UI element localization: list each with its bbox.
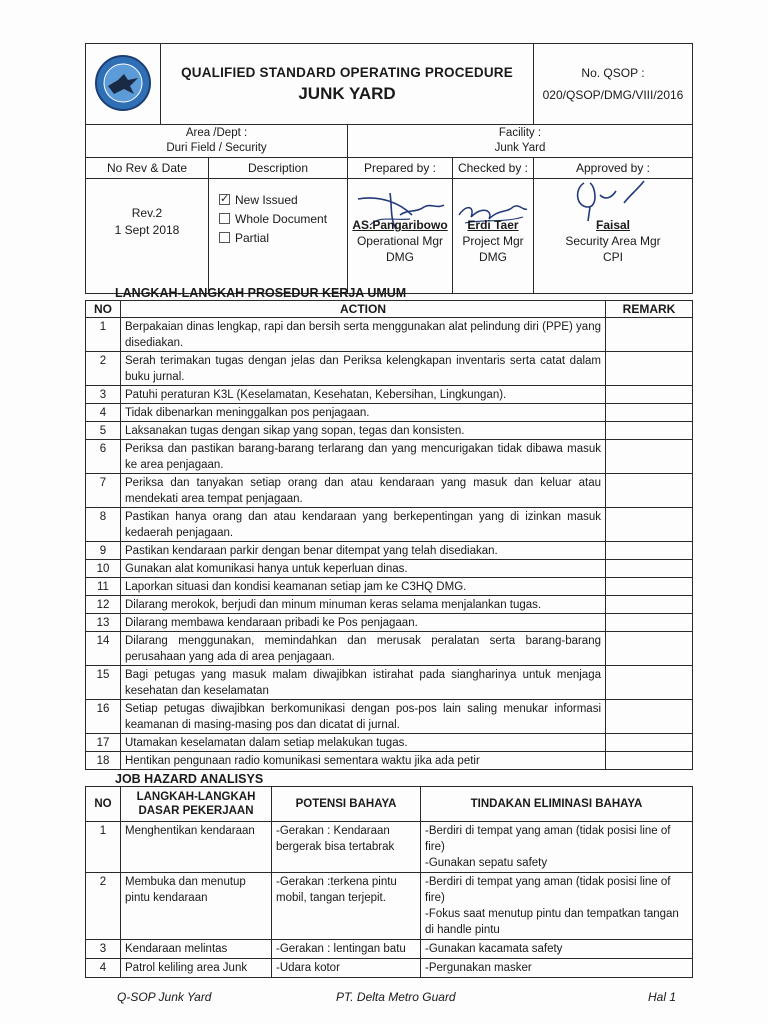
check-whole-document xyxy=(219,210,347,229)
procedure-table xyxy=(85,300,693,770)
procedure-row-action: Laporkan situasi dan kondisi keamanan setiap jam ke C3HQ DMG. xyxy=(121,578,606,596)
jha-row-step: Membuka dan menutup pintu kendaraan xyxy=(121,873,272,940)
logo-cell xyxy=(86,44,161,125)
footer-doc-name: Q-SOP Junk Yard xyxy=(117,990,212,1004)
facility-label: Facility : xyxy=(498,127,542,139)
procedure-row xyxy=(86,440,693,474)
title-cell xyxy=(161,44,534,125)
jha-row-step: Menghentikan kendaraan xyxy=(121,822,272,873)
prepared-role: Operational Mgr xyxy=(356,234,444,248)
procedure-row-action: Gunakan alat komunikasi hanya untuk keperluan dinas. xyxy=(121,560,606,578)
procedure-row-remark xyxy=(606,542,693,560)
document-title: QUALIFIED STANDARD OPERATING PROCEDURE xyxy=(181,64,513,80)
jha-row xyxy=(86,959,693,978)
procedure-row-action: Patuhi peraturan K3L (Keselamatan, Kesehatan, Kebersihan, Lingkungan). xyxy=(121,386,606,404)
revision-date: 1 Sept 2018 xyxy=(114,223,180,237)
procedure-row-remark xyxy=(606,578,693,596)
procedure-row xyxy=(86,404,693,422)
qsop-cell xyxy=(534,44,693,125)
procedure-row-action: Laksanakan tugas dengan sikap yang sopan, tegas dan konsisten. xyxy=(121,422,606,440)
procedure-row xyxy=(86,632,693,666)
checkbox-empty-icon xyxy=(219,232,230,243)
procedure-row-action: Serah terimakan tugas dengan jelas dan Periksa kelengkapan inventaris serta catat dalam buku jurnal. xyxy=(121,352,606,386)
procedure-row-remark xyxy=(606,700,693,734)
procedure-col-no: NO xyxy=(86,301,121,318)
procedure-row-action: Pastikan kendaraan parkir dengan benar ditempat yang telah disediakan. xyxy=(121,542,606,560)
area-cell xyxy=(86,125,348,158)
jha-row-action: -Pergunakan masker xyxy=(421,959,693,978)
jha-col-hazard: POTENSI BAHAYA xyxy=(272,787,421,822)
prepared-cell xyxy=(348,179,453,294)
jha-row-hazard: -Gerakan : lentingan batu xyxy=(272,940,421,959)
jha-col-step: LANGKAH-LANGKAH DASAR PEKERJAAN xyxy=(121,787,272,822)
facility-value: Junk Yard xyxy=(494,142,546,154)
procedure-row-action: Hentikan pengunaan radio komunikasi sementara waktu jika ada petir xyxy=(121,752,606,770)
procedure-row-remark xyxy=(606,734,693,752)
jha-section-title: JOB HAZARD ANALISYS xyxy=(115,772,264,786)
procedure-row xyxy=(86,734,693,752)
procedure-row-no: 14 xyxy=(86,632,121,666)
jha-row-action: -Berdiri di tempat yang aman (tidak posisi line of fire) -Fokus saat menutup pintu dan tempatkan tangan di handle pintu xyxy=(421,873,693,940)
checked-name: Erdi Taer xyxy=(467,218,519,232)
procedure-row xyxy=(86,318,693,352)
procedure-row-no: 1 xyxy=(86,318,121,352)
procedure-row-no: 18 xyxy=(86,752,121,770)
procedure-row-action: Pastikan hanya orang dan atau kendaraan yang berkepentingan yang di izinkan masuk kedaerah penjagaan. xyxy=(121,508,606,542)
jha-row xyxy=(86,940,693,959)
procedure-row xyxy=(86,666,693,700)
jha-row-action: -Berdiri di tempat yang aman (tidak posisi line of fire) -Gunakan sepatu safety xyxy=(421,822,693,873)
checkbox-checked-icon xyxy=(219,194,230,205)
revision-number: Rev.2 xyxy=(131,206,163,220)
procedure-row-remark xyxy=(606,474,693,508)
check-label: New Issued xyxy=(235,193,298,207)
procedure-row-remark xyxy=(606,508,693,542)
procedure-row xyxy=(86,752,693,770)
description-checks xyxy=(209,179,348,294)
procedure-row-action: Tidak dibenarkan meninggalkan pos penjagaan. xyxy=(121,404,606,422)
checked-company: DMG xyxy=(479,250,507,264)
jha-row-hazard: -Gerakan : Kendaraan bergerak bisa tertabrak xyxy=(272,822,421,873)
procedure-row-no: 15 xyxy=(86,666,121,700)
procedure-row xyxy=(86,474,693,508)
company-logo-icon xyxy=(94,54,152,112)
procedure-row-action: Periksa dan pastikan barang-barang terlarang dan yang mencurigakan tidak dibawa masuk ke area penjagaan. xyxy=(121,440,606,474)
procedure-row xyxy=(86,596,693,614)
checked-role: Project Mgr xyxy=(462,234,524,248)
approved-role: Security Area Mgr xyxy=(565,234,661,248)
description-header: Description xyxy=(209,158,348,179)
jha-col-action: TINDAKAN ELIMINASI BAHAYA xyxy=(421,787,693,822)
procedure-row xyxy=(86,700,693,734)
procedure-row-no: 4 xyxy=(86,404,121,422)
qsop-label: No. QSOP : xyxy=(581,66,645,80)
procedure-row-no: 2 xyxy=(86,352,121,386)
procedure-col-remark: REMARK xyxy=(606,301,693,318)
procedure-row-remark xyxy=(606,752,693,770)
procedure-row-action: Dilarang menggunakan, memindahkan dan merusak peralatan serta barang-barang perusahaan yang ada di area penjagaan. xyxy=(121,632,606,666)
procedure-row-no: 6 xyxy=(86,440,121,474)
procedure-row xyxy=(86,578,693,596)
procedure-row xyxy=(86,422,693,440)
footer-page-number: Hal 1 xyxy=(648,990,677,1004)
procedure-row-no: 13 xyxy=(86,614,121,632)
document-subtitle: JUNK YARD xyxy=(298,83,396,103)
procedure-row-remark xyxy=(606,614,693,632)
procedure-row-action: Dilarang merokok, berjudi dan minum minuman keras selama menjalankan tugas. xyxy=(121,596,606,614)
jha-row-no: 2 xyxy=(86,873,121,940)
procedure-row-no: 11 xyxy=(86,578,121,596)
procedure-row-action: Periksa dan tanyakan setiap orang dan atau kendaraan yang masuk dan keluar atau mendekati area tempat penjagaan. xyxy=(121,474,606,508)
footer-company: PT. Delta Metro Guard xyxy=(336,990,456,1004)
procedure-row-no: 17 xyxy=(86,734,121,752)
procedure-row-no: 8 xyxy=(86,508,121,542)
procedure-row xyxy=(86,508,693,542)
procedure-row-remark xyxy=(606,318,693,352)
area-label: Area /Dept : xyxy=(185,127,248,139)
jha-row-step: Kendaraan melintas xyxy=(121,940,272,959)
procedure-row-remark xyxy=(606,404,693,422)
jha-row-step: Patrol keliling area Junk xyxy=(121,959,272,978)
jha-row xyxy=(86,873,693,940)
procedure-row-action: Dilarang membawa kendaraan pribadi ke Pos penjagaan. xyxy=(121,614,606,632)
checked-cell xyxy=(453,179,534,294)
procedure-row-remark xyxy=(606,560,693,578)
approved-header: Approved by : xyxy=(534,158,693,179)
facility-cell xyxy=(348,125,693,158)
approved-cell xyxy=(534,179,693,294)
approved-name: Faisal xyxy=(595,218,631,232)
checkbox-empty-icon xyxy=(219,213,230,224)
procedure-row-remark xyxy=(606,352,693,386)
jha-row-no: 3 xyxy=(86,940,121,959)
procedure-row-action: Berpakaian dinas lengkap, rapi dan bersih serta menggunakan alat pelindung diri (PPE) yang disediakan. xyxy=(121,318,606,352)
procedure-col-action: ACTION xyxy=(121,301,606,318)
check-new-issued xyxy=(219,191,347,210)
prepared-company: DMG xyxy=(386,250,414,264)
jha-row-hazard: -Udara kotor xyxy=(272,959,421,978)
qsop-value: 020/QSOP/DMG/VIII/2016 xyxy=(542,88,684,102)
check-label: Whole Document xyxy=(235,212,328,226)
jha-row-hazard: -Gerakan :terkena pintu mobil, tangan terjepit. xyxy=(272,873,421,940)
jha-row-action: -Gunakan kacamata safety xyxy=(421,940,693,959)
revision-cell xyxy=(86,179,209,294)
procedure-row-no: 12 xyxy=(86,596,121,614)
procedure-row-remark xyxy=(606,440,693,474)
procedure-row-remark xyxy=(606,632,693,666)
procedure-row-remark xyxy=(606,596,693,614)
checked-header: Checked by : xyxy=(453,158,534,179)
prepared-name: AS.Pangaribowo xyxy=(352,218,448,232)
signature-approved-icon xyxy=(554,173,664,223)
procedure-row-no: 10 xyxy=(86,560,121,578)
jha-row xyxy=(86,822,693,873)
check-label: Partial xyxy=(235,231,270,245)
procedure-row xyxy=(86,614,693,632)
procedure-row-no: 9 xyxy=(86,542,121,560)
procedure-row-action: Utamakan keselamatan dalam setiap melakukan tugas. xyxy=(121,734,606,752)
procedure-row xyxy=(86,542,693,560)
procedure-row-remark xyxy=(606,386,693,404)
header-table xyxy=(85,43,693,294)
procedure-row xyxy=(86,352,693,386)
procedure-row-no: 7 xyxy=(86,474,121,508)
procedure-row-action: Bagi petugas yang masuk malam diwajibkan istirahat pada siangharinya untuk menjaga kesehatan dan keselamatan xyxy=(121,666,606,700)
procedure-row-remark xyxy=(606,422,693,440)
prepared-header: Prepared by : xyxy=(348,158,453,179)
rev-header: No Rev & Date xyxy=(86,158,209,179)
procedure-row-no: 3 xyxy=(86,386,121,404)
procedure-row xyxy=(86,386,693,404)
procedure-row-action: Setiap petugas diwajibkan berkomunikasi dengan pos-pos lain saling menukar informasi keamanan di masing-masing pos dan dicatat di jurnal. xyxy=(121,700,606,734)
procedure-row xyxy=(86,560,693,578)
jha-row-no: 4 xyxy=(86,959,121,978)
jha-row-no: 1 xyxy=(86,822,121,873)
procedure-row-no: 16 xyxy=(86,700,121,734)
jha-table xyxy=(85,786,693,978)
check-partial xyxy=(219,229,347,248)
procedure-section-title: LANGKAH-LANGKAH PROSEDUR KERJA UMUM xyxy=(115,286,407,300)
procedure-row-no: 5 xyxy=(86,422,121,440)
approved-company: CPI xyxy=(602,250,623,264)
jha-col-no: NO xyxy=(86,787,121,822)
area-value: Duri Field / Security xyxy=(166,142,267,154)
procedure-row-remark xyxy=(606,666,693,700)
